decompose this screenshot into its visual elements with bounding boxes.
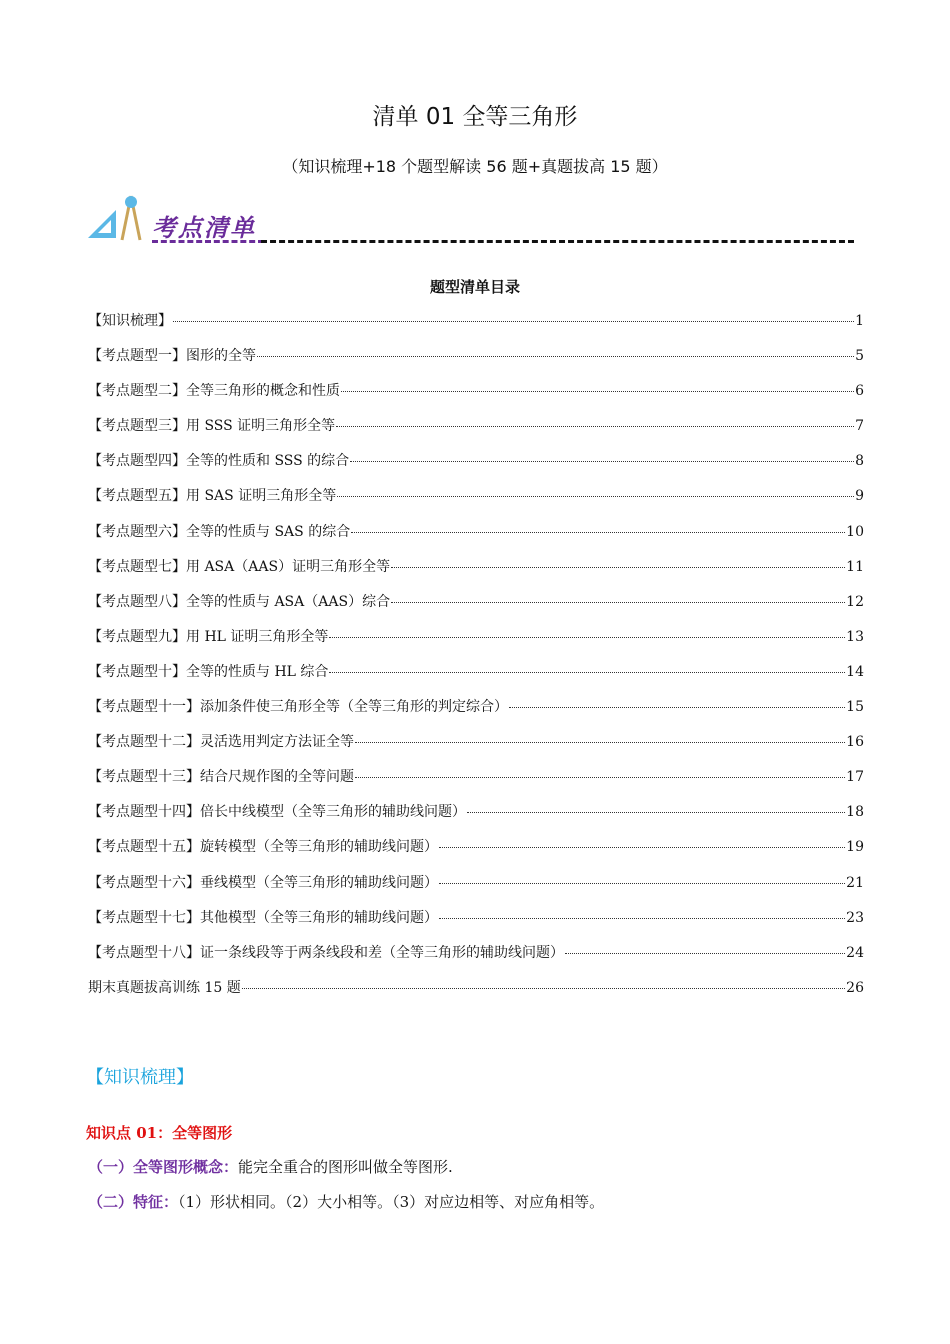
toc-leader-dots [242, 988, 845, 989]
toc-leader-dots [439, 918, 845, 919]
toc-entry[interactable] [88, 942, 864, 977]
banner-label: 考点清单 [152, 213, 256, 242]
table-of-contents [88, 310, 864, 1012]
toc-entry[interactable] [88, 485, 864, 520]
toc-entry[interactable] [88, 907, 864, 942]
toc-page-number: 21 [846, 874, 864, 891]
toc-page-number: 15 [846, 699, 864, 716]
toc-page-number: 24 [846, 944, 864, 961]
toc-entry-label: 【知识梳理】 [88, 313, 172, 329]
toc-page-number: 13 [846, 628, 864, 645]
toc-entry-label: 【考点题型十】全等的性质与 HL 综合 [88, 663, 329, 680]
toc-entry-label: 【考点题型十五】旋转模型（全等三角形的辅助线问题） [88, 839, 438, 856]
toc-page-number: 6 [855, 383, 864, 400]
toc-page-number: 14 [846, 663, 864, 680]
toc-page-number: 10 [846, 523, 864, 540]
toc-leader-dots [439, 883, 845, 884]
concept-label: （一）全等图形概念： [88, 1158, 239, 1176]
toc-entry[interactable] [88, 766, 864, 801]
toc-entry[interactable] [88, 345, 864, 380]
toc-entry-label: 【考点题型十八】证一条线段等于两条线段和差（全等三角形的辅助线问题） [88, 944, 564, 961]
toc-page-number: 23 [846, 909, 864, 926]
feature-text: （1）形状相同。（2）大小相等。（3）对应边相等、对应角相等。 [178, 1193, 605, 1211]
toc-entry[interactable] [88, 626, 864, 661]
concept-line [88, 1156, 453, 1177]
toc-entry-label: 【考点题型六】全等的性质与 SAS 的综合 [88, 523, 351, 540]
toc-entry[interactable] [88, 661, 864, 696]
toc-leader-dots [351, 532, 845, 533]
toc-entry[interactable] [88, 591, 864, 626]
toc-page-number: 26 [846, 979, 864, 996]
toc-title: 题型清单目录 [429, 278, 520, 296]
toc-entry-label: 【考点题型十二】灵活选用判定方法证全等 [88, 734, 354, 751]
toc-entry-label: 【考点题型七】用 ASA（AAS）证明三角形全等 [88, 558, 391, 575]
toc-entry[interactable] [88, 696, 864, 731]
toc-leader-dots [565, 953, 845, 954]
toc-entry[interactable] [88, 872, 864, 907]
toc-page-number: 17 [846, 769, 864, 786]
toc-entry-label: 【考点题型十七】其他模型（全等三角形的辅助线问题） [88, 909, 438, 926]
toc-page-number: 19 [846, 839, 864, 856]
toc-leader-dots [355, 742, 845, 743]
toc-entry[interactable] [88, 521, 864, 556]
toc-entry-label: 期末真题拔高训练 15 题 [88, 979, 241, 996]
banner [86, 188, 854, 248]
toc-entry[interactable] [88, 977, 864, 1012]
toc-leader-dots [336, 426, 854, 427]
section-heading: 【知识梳理】 [86, 1067, 194, 1088]
toc-leader-dots [341, 391, 854, 392]
toc-entry[interactable] [88, 731, 864, 766]
toc-leader-dots [439, 847, 845, 848]
toc-page-number: 5 [855, 348, 864, 365]
toc-entry-label: 【考点题型一】图形的全等 [88, 348, 256, 365]
toc-page-number: 11 [846, 558, 864, 575]
toc-page-number: 7 [855, 418, 864, 435]
toc-entry[interactable] [88, 310, 864, 345]
banner-divider [261, 240, 854, 243]
banner-underline [152, 240, 264, 243]
toc-entry-label: 【考点题型十一】添加条件使三角形全等（全等三角形的判定综合） [88, 699, 508, 716]
toc-page-number: 12 [846, 593, 864, 610]
page-subtitle: （知识梳理+18 个题型解读 56 题+真题拔高 15 题） [282, 157, 668, 176]
feature-line [88, 1191, 604, 1212]
ruler-compass-icon [86, 188, 146, 244]
toc-entry[interactable] [88, 380, 864, 415]
toc-page-number: 9 [855, 488, 864, 505]
toc-page-number: 16 [846, 734, 864, 751]
toc-leader-dots [509, 707, 845, 708]
toc-entry-label: 【考点题型五】用 SAS 证明三角形全等 [88, 488, 337, 505]
toc-leader-dots [391, 567, 845, 568]
page-title: 清单 01 全等三角形 [372, 104, 578, 130]
toc-leader-dots [350, 461, 854, 462]
toc-entry-label: 【考点题型八】全等的性质与 ASA（AAS）综合 [88, 593, 391, 610]
toc-page-number: 1 [855, 313, 864, 329]
knowledge-point-title: 知识点 01：全等图形 [86, 1124, 233, 1142]
toc-page-number: 18 [846, 804, 864, 821]
toc-leader-dots [257, 356, 854, 357]
toc-leader-dots [173, 321, 854, 322]
toc-entry-label: 【考点题型四】全等的性质和 SSS 的综合 [88, 453, 350, 470]
toc-page-number: 8 [855, 453, 864, 470]
toc-leader-dots [391, 602, 845, 603]
toc-entry-label: 【考点题型二】全等三角形的概念和性质 [88, 383, 340, 400]
toc-leader-dots [467, 812, 845, 813]
concept-text: 能完全重合的图形叫做全等图形. [238, 1158, 453, 1176]
feature-label: （二）特征： [88, 1193, 179, 1211]
toc-leader-dots [337, 496, 854, 497]
toc-entry-label: 【考点题型十三】结合尺规作图的全等问题 [88, 769, 354, 786]
toc-entry[interactable] [88, 836, 864, 871]
toc-entry[interactable] [88, 556, 864, 591]
toc-entry-label: 【考点题型九】用 HL 证明三角形全等 [88, 628, 329, 645]
toc-entry[interactable] [88, 450, 864, 485]
toc-leader-dots [355, 777, 845, 778]
toc-entry[interactable] [88, 801, 864, 836]
toc-entry-label: 【考点题型三】用 SSS 证明三角形全等 [88, 418, 336, 435]
toc-leader-dots [329, 637, 845, 638]
toc-entry-label: 【考点题型十四】倍长中线模型（全等三角形的辅助线问题） [88, 804, 466, 821]
toc-entry[interactable] [88, 415, 864, 450]
toc-entry-label: 【考点题型十六】垂线模型（全等三角形的辅助线问题） [88, 874, 438, 891]
toc-leader-dots [329, 672, 845, 673]
